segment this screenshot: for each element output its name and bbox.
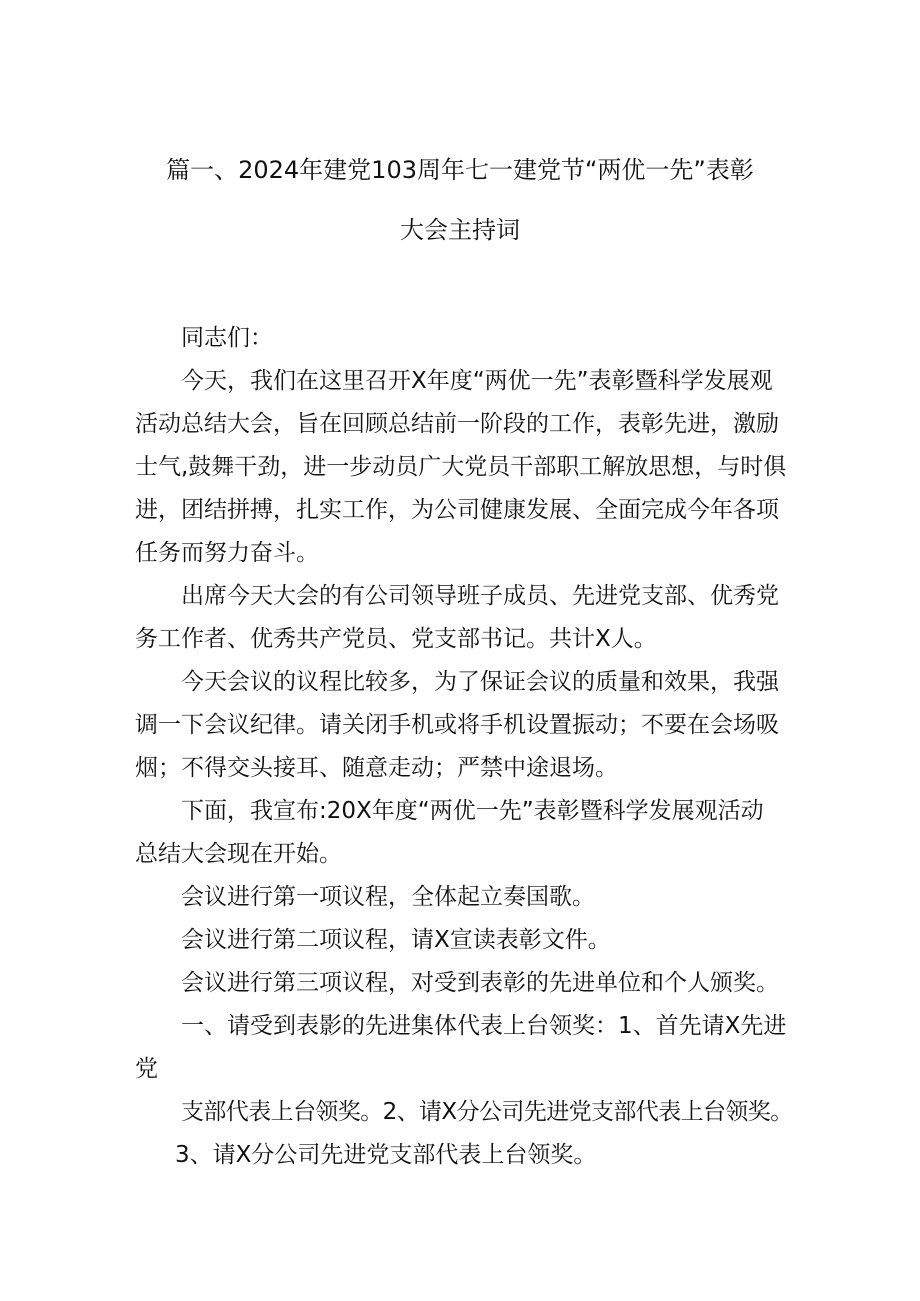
paragraph-line: 今天，我们在这里召开X年度“两优一先”表彰暨科学发展观 [181, 368, 773, 394]
paragraph-line: 调一下会议纪律。请关闭手机或将手机设置振动；不要在会场吸 [135, 712, 779, 738]
paragraph-line: 下面，我宣布:20X年度“两优一先”表彰暨科学发展观活动 [181, 798, 764, 824]
paragraph-line: 出席今天大会的有公司领导班子成员、先进党支部、优秀党 [181, 583, 779, 609]
paragraph-line: 党 [135, 1056, 158, 1082]
paragraph-line: 进，团结拼搏，扎实工作，为公司健康发展、全面完成今年各项 [135, 497, 779, 523]
paragraph-line: 士气,鼓舞干劲，进一步动员广大党员干部职工解放思想，与时俱 [135, 454, 787, 480]
paragraph-line: 会议进行第二项议程，请X宣读表彰文件。 [181, 927, 611, 953]
paragraph-line: 任务而努力奋斗。 [135, 540, 319, 566]
paragraph-line: 同志们： [181, 325, 273, 351]
paragraph-line: 会议进行第三项议程，对受到表彰的先进单位和个人颁奖。 [181, 970, 779, 996]
paragraph-line: 总结大会现在开始。 [135, 841, 342, 867]
document-title-line-2: 大会主持词 [400, 216, 520, 244]
document-body [135, 317, 795, 1177]
paragraph-line: 3、请X分公司先进党支部代表上台领奖。 [175, 1142, 597, 1168]
paragraph-line: 支部代表上台领奖。2、请X分公司先进党支部代表上台领奖。 [181, 1099, 793, 1125]
paragraph-line: 一、请受到表影的先进集体代表上台领奖：1、首先请X先进 [181, 1013, 787, 1039]
paragraph-line: 会议进行第一项议程，全体起立奏国歌。 [181, 884, 595, 910]
paragraph-line: 活动总结大会，旨在回顾总结前一阶段的工作，表彰先进，激励 [135, 411, 779, 437]
paragraph-line: 务工作者、优秀共产党员、党支部书记。共计X人。 [135, 626, 657, 652]
document-title-line-1: 篇一、2024年建党103周年七一建党节“两优一先”表彰 [166, 156, 754, 184]
paragraph-line: 烟；不得交头接耳、随意走动；严禁中途退场。 [135, 755, 618, 781]
paragraph-line: 今天会议的议程比较多，为了保证会议的质量和效果，我强 [181, 669, 779, 695]
